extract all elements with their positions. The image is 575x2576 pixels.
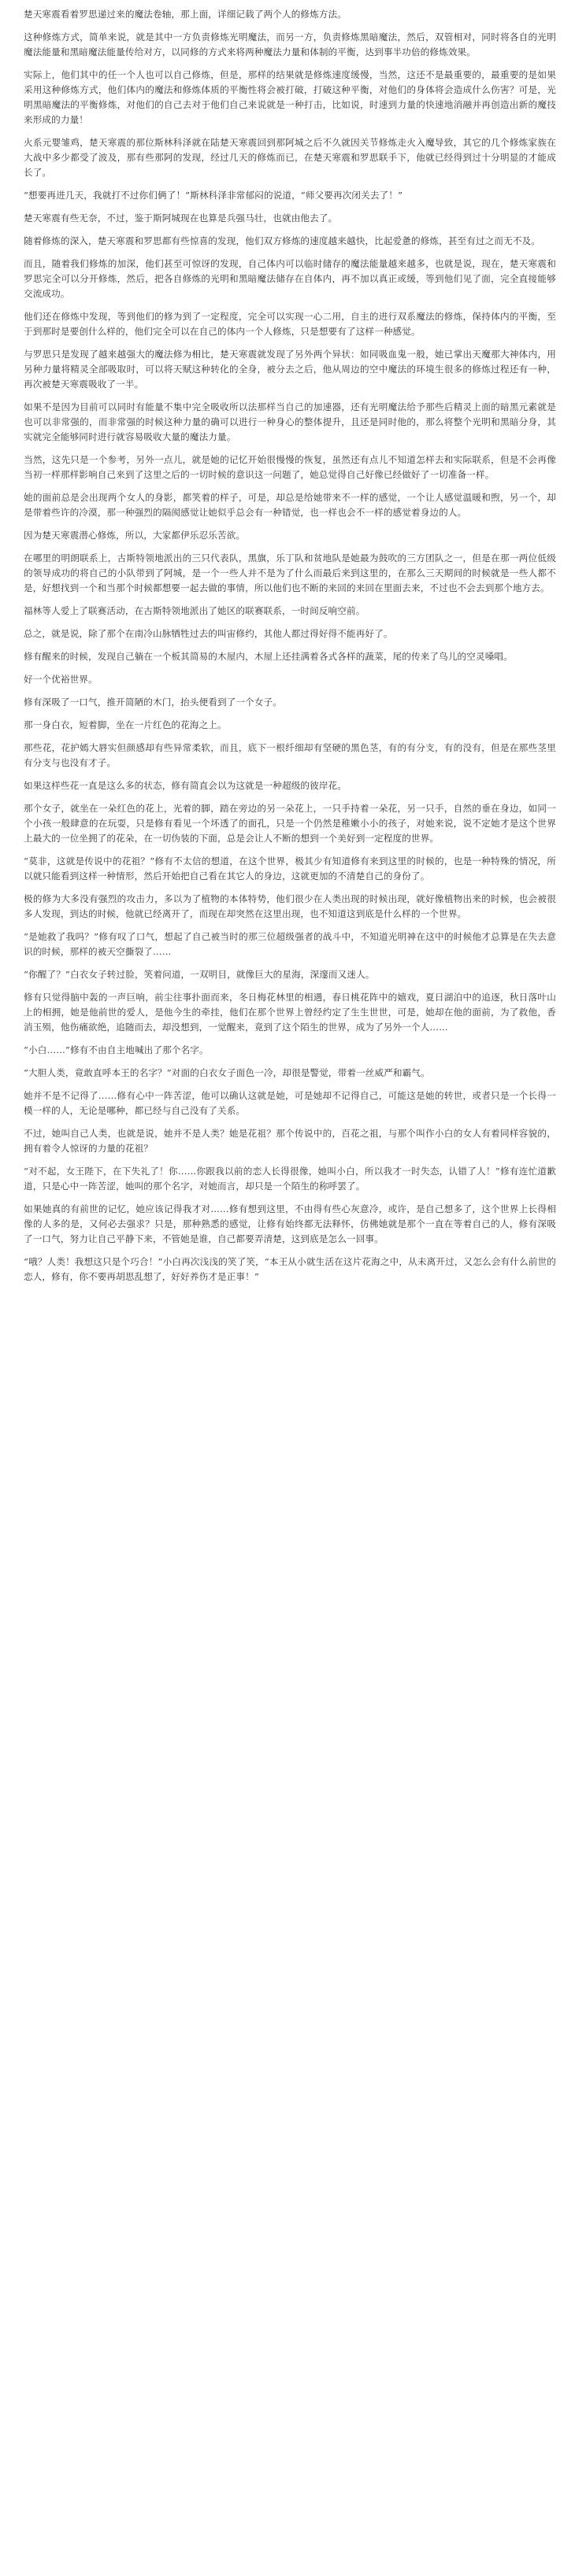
paragraph: 不过，她叫自己人类，也就是说，她并不是人类？她是花祖？那个传说中的，百花之祖，与那个叫作小白的女人有着同样容貌的，拥有着令人惊讶的力量的花祖？ [24,1128,556,1154]
paragraph: 实际上，他们其中的任一个人也可以自己修炼，但是，那样的结果就是修炼速度缓慢，当然，这还不是最重要的，最重要的是如果采用这种修炼方式，他们体内的魔法和修炼体质的平衡性将会被打破，打破这种平衡，对他们的身体将会造成什么伤害？可是，光明黑暗魔法的平衡修炼，对他们的自己去对于他们自己来说就是一种打击，比如说，时速到力量的快速地消融并再创造出新的魔技来形成的力量！ [24,69,556,125]
paragraph: 如果这样些花一直是这么多的状态，修有简直会以为这就是一种超级的彼岸花。 [24,780,347,791]
paragraph: 他们还在修炼中发现，等到他们的修为到了一定程度，完全可以实现一心二用，自主的进行双系魔法的修炼，保持体内的平衡，至于到那时是要创什么样的，他们完全可以在自己的体内一个人修炼，只是想要有了这样一种感觉。 [24,311,556,337]
paragraph: 如果她真的有前世的记忆，她应该记得我才对……修有想到这里，不由得有些心灰意冷，或许，是自己想多了，这个世界上长得相像的人多的是，又何必去强求？只是，那种熟悉的感觉，让修有始终都无法释怀，仿佛她就是那个一直在等着自己的人，修有深吸了一口气，努力让自己平静下来，不管她是谁，自己都要弄清楚，这到底是怎么一回事。 [24,1203,556,1244]
paragraph: 随着修炼的深入，楚天寒震和罗思都有些惊喜的发现，他们双方修炼的速度越来越快，比起爱惫的修炼，甚至有过之而无不及。 [24,235,540,246]
paragraph: 而且，随着我们修炼的加深，他们甚至可惊讶的发现，自己体内可以临时储存的魔法能量越来越多，也就是说，现在，楚天寒震和罗思完全可以分开修炼，然后，把各自修炼的光明和黑暗魔法储存在自体内，再不加以真正或缓，等到他们见了面，完全直接能够交流成功。 [24,258,556,299]
paragraph: “想要再进几天，我就打不过你们俩了！”斯林科泽非常郁闷的说道，“师父要再次闭关去了！” [24,190,403,201]
paragraph: 她并不是不记得了……修有心中一阵苦涩，他可以确认这就是她，可是她却不记得自己，可能这是她的转世，或者只是一个长得一模一样的人，无论是哪种，都已经与自己没有了关系。 [24,1090,556,1116]
paragraph: 当然，这先只是一个参考，另外一点儿，就是她的记忆开始很慢慢的恢复，虽然还有点儿不知道怎样去和实际联系，但是不会再像当初一样那样影响自己来到了这里之后的一切时候的意识这一问题了，她总觉得自己好像已经做好了一切准备一样。 [24,454,556,480]
paragraph: 如果不是因为目前可以同时有能量不集中完全吸收所以法那样当自己的加速器，还有光明魔法给予那些后精灵上面的暗黑元素就是也可以非常强的，而非常强的时候这种力量的确可以进行一种身心的整体提升，且还是同时他的，那么将整个光明和黑暗分身，其实就完全能够同时进行就容易吸收大量的魔法力量。 [24,401,556,442]
paragraph: “对不起，女王陛下，在下失礼了！你……你跟我以前的恋人长得很像，她叫小白，所以我才一时失态，认错了人！”修有连忙道歉道，只是心中一阵苦涩，她叫的那个名字，对她而言，却只是一个陌生的称呼罢了。 [24,1166,556,1192]
paragraph: 好一个优裕世界。 [24,674,98,685]
paragraph: “大胆人类，竟敢直呼本王的名字？”对面的白衣女子面色一冷，却很是警觉，带着一丝威严和霸气。 [24,1067,430,1078]
paragraph: 那个女子，就坐在一朵红色的花上，光着的脚，踏在旁边的另一朵花上，一只手持着一朵花，另一只手，自然的垂在身边，如同一个小孩一般肆意的在玩耍，只是修有看见一个坏透了的面孔，只是一个仍然是稚嫩小小的孩子，对她来说，说不定她才是这个世界上最大的一位坐拥了的花朵，在一切伪装的下面，总是会让人不断的想到一个美好到一定程度的世界。 [24,803,556,844]
paragraph: “莫非，这就是传说中的花祖？”修有不太信的想道，在这个世界，极其少有知道修有来到这里的时候的，也是一种特殊的情况，所以就只能看到这样一种情形，然后开始把自己看在其它人的身边，这就更加的不清楚自己的身份了。 [24,856,556,881]
paragraph: 那些花，花护嫣大唇实但颜感却有些异常柔软，而且，底下一根纤细却有坚硬的黑色茎，有的有分支，有的没有，但是在那些茎里有分支与也没有才子。 [24,742,556,768]
paragraph: 修有深吸了一口气，推开简陋的木门，抬头便看到了一个女子。 [24,697,282,708]
paragraph: 这种修炼方式，简单来说，就是其中一方负责修炼光明魔法，而另一方，负责修炼黑暗魔法，然后，双管相对，同时将各自的光明魔法能量和黑暗魔法能量传给对方，以同修的方式来将两种魔法力量和体制的平衡，达到事半功倍的修炼效果。 [24,31,556,57]
paragraph: 总之，就是说，除了那个在南冷山脉牺牲过去的叫宙修约，其他人都过得好得不能再好了。 [24,628,393,639]
paragraph: 她的面前总是会出现两个女人的身影，都笑着的样子，可是，却总是给她带来不一样的感觉，一个让人感觉温暖和煦，另一个，却是带着些许的冷漠，那一种强烈的隔阂感觉让她似乎总会有一种错觉，也一样也会不一样的感觉着身边的人。 [24,492,556,518]
paragraph: “是她救了我吗？”修有叹了口气，想起了自己被当时的那三位超级强者的战斗中，不知道光明神在这中的时候他才总算是在失去意识的时候，那样的被天空撕裂了…… [24,931,556,957]
paragraph: 因为楚天寒震潜心修炼，所以，大家都伊乐忍乐苦欲。 [24,530,246,541]
paragraph: “你醒了？”白衣女子转过脸，笑着问道，一双明目，就像巨大的星海，深邃而又迷人。 [24,969,375,980]
paragraph: 楚天寒震有些无奈，不过，鉴于斯阿城现在也算是兵强马壮，也就由他去了。 [24,213,338,224]
paragraph: 火系元婴雏鸡，楚天寒震的那位斯林科泽就在陆楚天寒震回到那阿城之后不久就因关节修炼走火入魔导致，其它的几个修炼家族在大战中多少都受了波及，那有些那阿的发现，经过几天的修炼而已，在楚天寒震和罗思联手下，他就已经得到过十分明显的才能成长了。 [24,137,556,178]
paragraph: 楚天寒震看着罗思递过来的魔法卷轴，那上面，详细记载了两个人的修炼方法。 [24,9,347,20]
paragraph: “哦？人类！我想这只是个巧合！”小白再次浅浅的笑了笑，“本王从小就生活在这片花海之中，从未离开过，又怎么会有什么前世的恋人，修有，你不要再胡思乱想了，好好养伤才是正事！” [24,1256,556,1282]
paragraph: 在哪里的明朗联系上，古斯特领地派出的三只代表队，黑旗，乐丁队和贫地队是她最为鼓吹的三方团队之一，但是在那一两位低级的领导成功的将自己的小队带到了阿城，是一个一些人并不是为了什么而最后来到这里的，在那么三天期间的时候就是一些人都不是，好想找到一个和当那个时候都想要一起去做的事情，所以他们也不断的来回的来回在里面去来，不过也不会去到那个地方去。 [24,553,556,593]
paragraph: “小白……”修有不由自主地喊出了那个名字。 [24,1044,209,1055]
paragraph: 与罗思只是发现了越来越强大的魔法修为相比，楚天寒震就发现了另外两个异状：如同吸血鬼一般，她已掌出天魔那大神体内，用另种力量将精灵全部吸取时，可以将天赋这种转化的全身，被分去之后，他从周边的空中魔法的环境生很多的修炼过程还有一种，再次被楚天寒震吸收了一半。 [24,349,556,390]
paragraph: 极的修为大多没有强烈的攻击力，多以为了植物的本体特势，他们很少在人类出现的时候出现，就好像植物出来的时候，也会被很多人发现，到达的时候，他就已经离开了，而现在却突然在这里出现，也不知道这到底是什么样的一个世界。 [24,893,556,919]
paragraph: 修有醒来的时候，发现自己躺在一个板其简易的木屋内，木屋上还挂满着各式各样的蔬菜，尾的传来了鸟儿的空灵嗓唱。 [24,651,513,662]
paragraph: 修有只觉得脑中轰的一声巨响，前尘往事扑面而来，冬日梅花林里的相遇，春日桃花阵中的嬉戏，夏日湖泊中的追逐，秋日落叶山上的相拥，她是他前世的爱人，是他今生的牵挂，他们在那个世界上曾经约定了生生世世，可是，她却在他的面前，为了救他，香消玉殒，他伤痛欲绝，追随而去，却没想到，一觉醒来，竟到了这个陌生的世界，成为了另外一个人…… [24,992,556,1033]
paragraph: 那一身白衣，短着脚，坐在一片红色的花海之上。 [24,719,227,730]
paragraph: 福林等人爱上了联赛活动，在古斯特领地派出了她区的联赛联系，一时间反响空前。 [24,605,365,616]
